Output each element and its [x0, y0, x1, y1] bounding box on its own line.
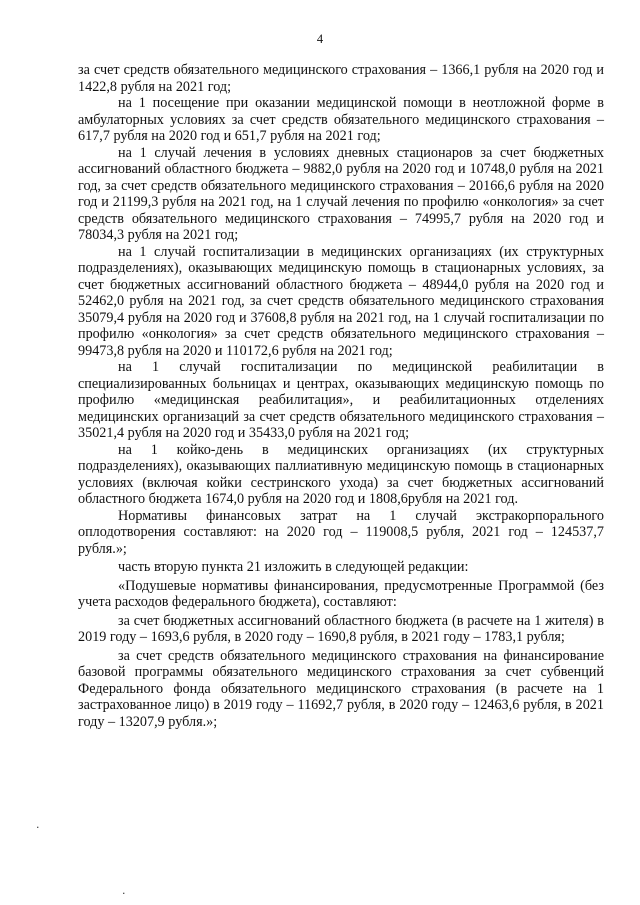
paragraph: на 1 случай госпитализации в медицинских организациях (их структурных подразделениях), оказывающих медицинскую помощь в стационарных условиях, за счет бюджетных ассигнований областного бюджета – 48944,0 рубля на 2020 год и 52462,0 рубля на 2021 год, за счет средств обязательного медицинского страхования 35079,4 рубля на 2020 год и 37608,8 рубля на 2021 год, на 1 случай госпитализации по профилю «онкология» за счет средств обязательного медицинского страхования – 99473,8 рубля на 2020 и 110172,6 рубля на 2021 год; — [78, 243, 604, 359]
paragraph: за счет бюджетных ассигнований областного бюджета (в расчете на 1 жителя) в 2019 году – 1693,6 рубля, в 2020 году – 1690,8 рубля, в 2021 году – 1783,1 рубля; — [78, 612, 604, 645]
scan-speck: . — [122, 884, 126, 897]
paragraph: за счет средств обязательного медицинского страхования на финансирование базовой программы обязательного медицинского страхования за счет субвенций Федерального фонда обязательного медицинского страхования (в расчете на 1 застрахованное лицо) в 2019 году – 11692,7 рубля, в 2020 году – 12463,6 рубля, в 2021 году – 13207,9 рубля.»; — [78, 647, 604, 730]
paragraph: Нормативы финансовых затрат на 1 случай экстракорпорального оплодотворения составляют: на 2020 год – 119008,5 рубля, 2021 год – 124537,7 рубля.»; — [78, 507, 604, 557]
paragraph: на 1 посещение при оказании медицинской помощи в неотложной форме в амбулаторных условиях за счет средств обязательного медицинского страхования – 617,7 рубля на 2020 год и 651,7 рубля на 2021 год; — [78, 95, 604, 144]
paragraph: «Подушевые нормативы финансирования, предусмотренные Программой (без учета расходов федерального бюджета), составляют: — [78, 577, 604, 610]
scan-speck: . — [36, 818, 40, 831]
document-body — [78, 62, 604, 730]
paragraph: на 1 койко-день в медицинских организациях (их структурных подразделениях), оказывающих паллиативную медицинскую помощь в стационарных условиях (включая койки сестринского ухода) за счет бюджетных ассигнований областного бюджета 1674,0 рубля на 2020 год и 1808,6рубля на 2021 год. — [78, 441, 604, 507]
paragraph: за счет средств обязательного медицинского страхования – 1366,1 рубля на 2020 год и 1422,8 рубля на 2021 год; — [78, 62, 604, 95]
paragraph: часть вторую пункта 21 изложить в следующей редакции: — [118, 559, 469, 575]
page-number: 4 — [316, 32, 324, 46]
paragraph: на 1 случай госпитализации по медицинской реабилитации в специализированных больницах и центрах, оказывающих медицинскую помощь по профилю «медицинская реабилитация», и реабилитационных отделениях медицинских организаций за счет средств обязательного медицинского страхования – 35021,4 рубля на 2020 год и 35433,0 рубля на 2021 год; — [78, 359, 604, 441]
paragraph: на 1 случай лечения в условиях дневных стационаров за счет бюджетных ассигнований областного бюджета – 9882,0 рубля на 2020 год и 10748,0 рубля на 2021 год, за счет средств обязательного медицинского страхования – 20166,6 рубля на 2020 год и 21199,3 рубля на 2021 год, на 1 случай лечения по профилю «онкология» за счет средств обязательного медицинского страхования – 74995,7 рубля на 2020 год и 78034,3 рубля на 2021 год; — [78, 144, 604, 243]
